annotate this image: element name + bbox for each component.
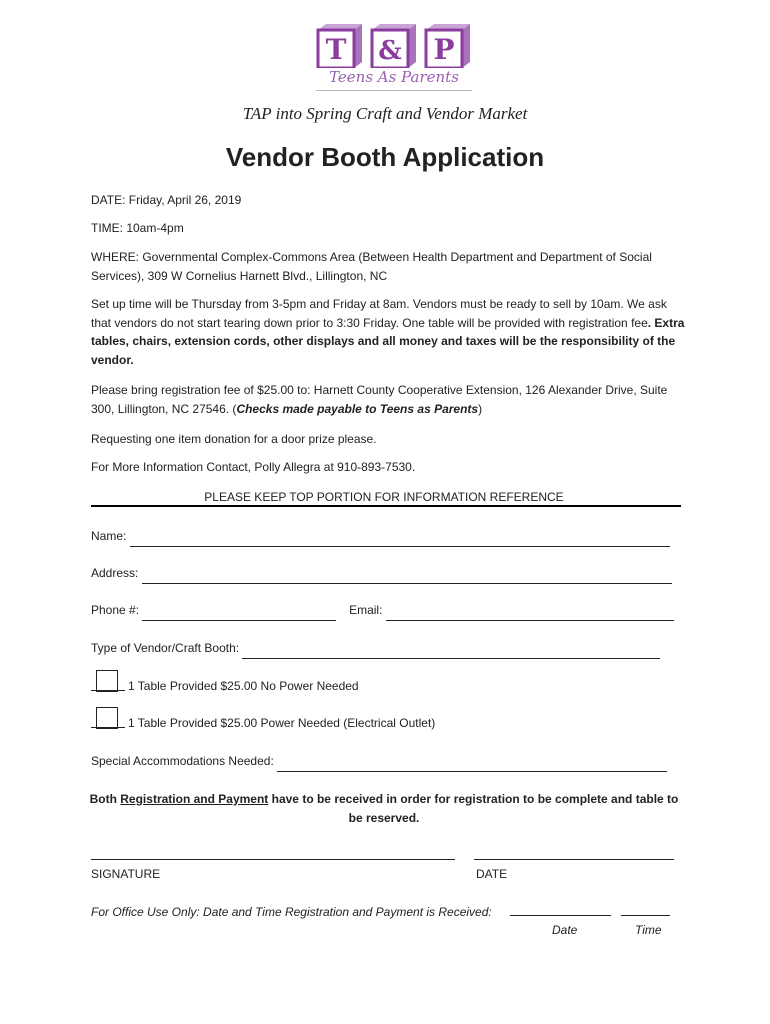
setup-paragraph — [91, 295, 687, 369]
event-date: DATE: Friday, April 26, 2019 — [91, 193, 242, 207]
requirement-pre: Both — [89, 792, 121, 806]
name-field[interactable] — [130, 527, 670, 547]
setup-bold-text: . Extra tables, chairs, extension cords, other displays and all money and taxes will be the responsibility of the vendor. — [91, 315, 685, 367]
office-use-label: For Office Use Only: Date and Time Registration and Payment is Received: — [91, 905, 492, 919]
signature-line[interactable] — [91, 859, 455, 860]
signature-label: SIGNATURE — [91, 867, 161, 881]
name-label: Name: — [91, 529, 127, 543]
logo-letter-amp: & — [378, 36, 402, 66]
logo-letter-t: T — [325, 33, 347, 66]
address-label: Address: — [91, 566, 139, 580]
office-time-label: Time — [635, 923, 662, 937]
special-row — [91, 752, 687, 772]
fee-text: Please bring registration fee of $25.00 to: Harnett County Cooperative Extension, 126 Alexander Drive, Suite 300, Lillington, NC 27546. ( — [91, 383, 668, 416]
keep-notice: PLEASE KEEP TOP PORTION FOR INFORMATION REFERENCE — [204, 490, 564, 504]
logo-tagline: Teens As Parents — [329, 68, 459, 86]
donation-text: Requesting one item donation for a door prize please. — [91, 432, 377, 446]
setup-text: Set up time will be Thursday from 3-5pm and Friday at 8am. Vendors must be ready to sell by 10am. We ask that vendors do not start tearing down prior to 3:30 Friday. One table will be provided with registration fee — [91, 297, 667, 330]
date-line[interactable] — [474, 859, 674, 860]
fee-paragraph — [91, 381, 687, 418]
date-label: DATE — [476, 867, 508, 881]
tap-logo — [314, 24, 474, 100]
event-subtitle: TAP into Spring Craft and Vendor Market — [242, 104, 528, 123]
fee-payable-text: Checks made payable to Teens as Parents — [236, 401, 479, 416]
office-date-line — [510, 915, 611, 916]
option-power-checkbox[interactable] — [96, 707, 118, 729]
option-power-label: 1 Table Provided $25.00 Power Needed (Electrical Outlet) — [128, 716, 436, 730]
contact-text: For More Information Contact, Polly Allegra at 910-893-7530. — [91, 460, 416, 474]
phone-label: Phone #: — [91, 603, 140, 617]
requirement-note — [84, 790, 684, 827]
phone-field[interactable] — [142, 601, 336, 621]
logo-divider — [316, 90, 472, 91]
name-row — [91, 527, 687, 547]
vendor-type-field[interactable] — [242, 639, 660, 659]
special-field[interactable] — [277, 752, 667, 772]
option-no-power-label: 1 Table Provided $25.00 No Power Needed — [128, 679, 359, 693]
logo-blocks-icon — [314, 24, 474, 68]
requirement-post: have to be received in order for registration to be complete and table to be reserved. — [268, 792, 679, 825]
vendor-type-label: Type of Vendor/Craft Booth: — [91, 641, 240, 655]
vendor-type-row — [91, 639, 687, 659]
email-label: Email: — [349, 603, 383, 617]
event-location: WHERE: Governmental Complex-Commons Area (Between Health Department and Department of Social Services), 309 W Cornelius Harnett Blvd., Lillington, NC — [91, 250, 652, 283]
special-label: Special Accommodations Needed: — [91, 754, 274, 768]
page-title: Vendor Booth Application — [225, 142, 545, 172]
address-field[interactable] — [142, 564, 672, 584]
email-field[interactable] — [386, 601, 674, 621]
option-power-underline — [91, 727, 125, 728]
contact-row — [91, 601, 687, 621]
address-row — [91, 564, 687, 584]
logo-letter-p: P — [433, 33, 455, 66]
option-no-power-checkbox[interactable] — [96, 670, 118, 692]
section-divider — [91, 505, 681, 507]
fee-end: ) — [478, 401, 483, 416]
event-time: TIME: 10am-4pm — [91, 221, 184, 235]
option-no-power-underline — [91, 690, 125, 691]
office-date-label: Date — [552, 923, 578, 937]
office-time-line — [621, 915, 670, 916]
requirement-underlined: Registration and Payment — [120, 792, 269, 806]
